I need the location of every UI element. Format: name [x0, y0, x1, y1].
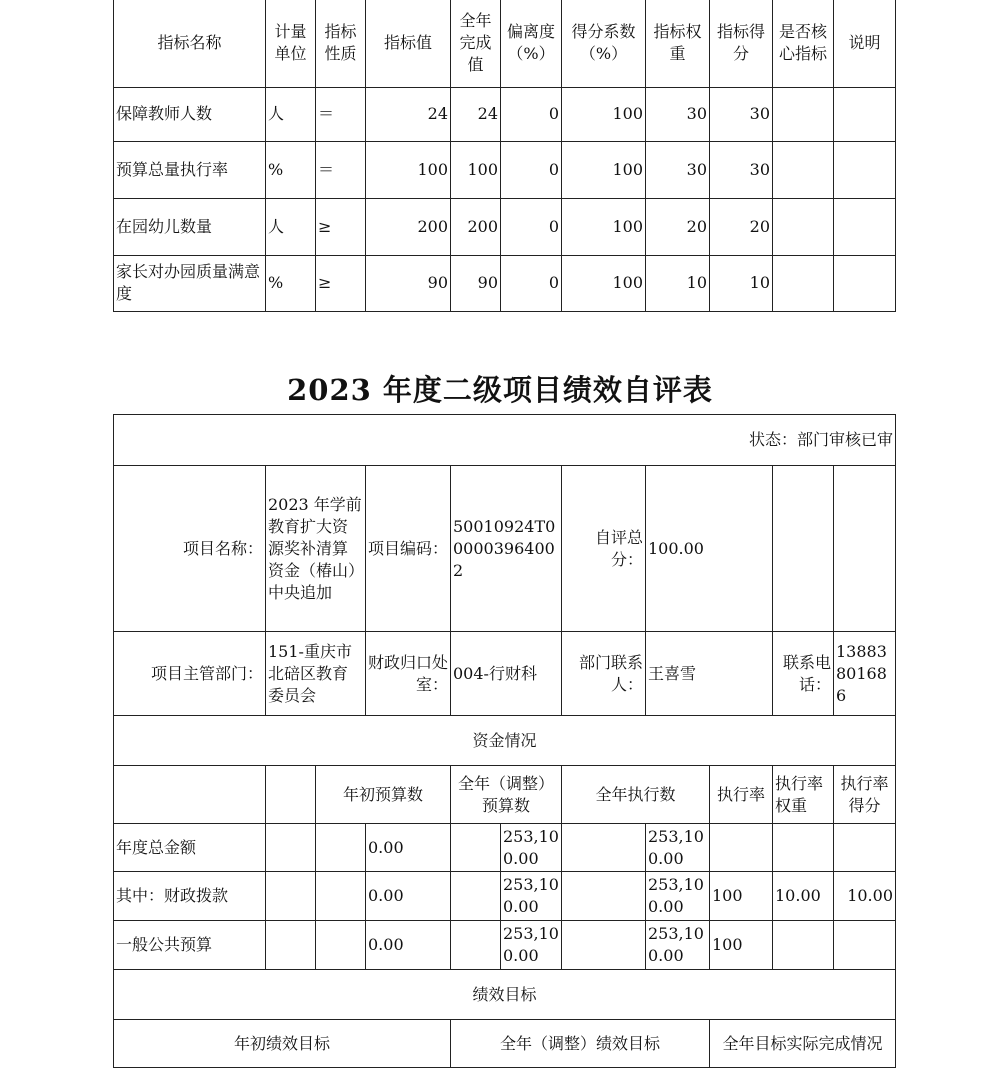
page-title: 2023 年度二级项目绩效自评表 [287, 373, 713, 407]
indicator-nature: ＝ [316, 141, 366, 198]
funds-row-label: 年度总金额 [114, 824, 266, 872]
header-cell: 指标得分 [710, 0, 773, 87]
indicator-dev: 0 [501, 198, 562, 255]
empty-cell [834, 466, 896, 632]
funds-row-label: 其中：财政拨款 [114, 872, 266, 921]
indicator-unit: % [266, 141, 316, 198]
funds-adjusted: 253,100.00 [501, 872, 562, 921]
indicator-done: 100 [451, 141, 501, 198]
goals-header-actual: 全年目标实际完成情况 [710, 1020, 896, 1068]
funds-adjusted: 253,100.00 [501, 824, 562, 872]
table-row [114, 824, 896, 872]
funds-rate: 100 [710, 921, 773, 970]
empty-cell [266, 824, 316, 872]
indicator-done: 24 [451, 87, 501, 141]
indicator-nature: ≥ [316, 198, 366, 255]
header-cell: 说明 [834, 0, 896, 87]
funds-weight [773, 921, 834, 970]
header-cell: 计量单位 [266, 0, 316, 87]
phone-label: 联系电话： [773, 632, 834, 716]
indicator-dev: 0 [501, 141, 562, 198]
indicator-note [834, 87, 896, 141]
header-cell: 得分系数（%） [562, 0, 646, 87]
indicator-score: 30 [710, 87, 773, 141]
indicator-weight: 10 [646, 255, 710, 311]
indicator-value: 100 [366, 141, 451, 198]
indicator-coef: 100 [562, 141, 646, 198]
funds-row-label: 一般公共预算 [114, 921, 266, 970]
funds-score [834, 824, 896, 872]
project-code-label: 项目编码： [366, 466, 451, 632]
goals-section-title: 绩效目标 [114, 970, 896, 1020]
indicator-done: 200 [451, 198, 501, 255]
funds-executed: 253,100.00 [646, 824, 710, 872]
indicator-name: 保障教师人数 [114, 87, 266, 141]
funds-header-rate-score: 执行率得分 [834, 766, 896, 824]
empty-cell [562, 872, 646, 921]
funds-header-adjusted: 全年（调整）预算数 [451, 766, 562, 824]
empty-cell [451, 824, 501, 872]
indicator-note [834, 255, 896, 311]
indicator-value: 24 [366, 87, 451, 141]
empty-cell [773, 466, 834, 632]
indicator-dev: 0 [501, 255, 562, 311]
funds-weight [773, 824, 834, 872]
indicator-core [773, 87, 834, 141]
indicator-done: 90 [451, 255, 501, 311]
table-row [114, 87, 896, 141]
indicator-unit: % [266, 255, 316, 311]
indicator-note [834, 198, 896, 255]
table-row [114, 141, 896, 198]
indicator-name: 在园幼儿数量 [114, 198, 266, 255]
funds-weight: 10.00 [773, 872, 834, 921]
finance-label: 财政归口处室： [366, 632, 451, 716]
indicator-name: 家长对办园质量满意度 [114, 255, 266, 311]
funds-header-initial: 年初预算数 [316, 766, 451, 824]
indicator-unit: 人 [266, 87, 316, 141]
empty-cell [266, 921, 316, 970]
header-cell: 指标权重 [646, 0, 710, 87]
indicator-note [834, 141, 896, 198]
empty-cell [562, 824, 646, 872]
empty-cell [451, 921, 501, 970]
funds-executed: 253,100.00 [646, 921, 710, 970]
goals-header-initial: 年初绩效目标 [114, 1020, 451, 1068]
header-cell: 指标值 [366, 0, 451, 87]
indicator-nature: ≥ [316, 255, 366, 311]
funds-header-rate: 执行率 [710, 766, 773, 824]
indicator-value: 90 [366, 255, 451, 311]
finance-value: 004-行财科 [451, 632, 562, 716]
phone-value: 13883801686 [834, 632, 896, 716]
table-row [114, 872, 896, 921]
empty-cell [266, 766, 316, 824]
indicator-score: 10 [710, 255, 773, 311]
indicator-unit: 人 [266, 198, 316, 255]
status-badge: 状态：部门审核已审 [114, 415, 896, 466]
funds-header-executed: 全年执行数 [562, 766, 710, 824]
indicator-coef: 100 [562, 255, 646, 311]
dept-value: 151-重庆市北碚区教育委员会 [266, 632, 366, 716]
header-cell: 全年完成值 [451, 0, 501, 87]
empty-cell [114, 766, 266, 824]
project-name-value: 2023 年学前教育扩大资源奖补清算资金（椿山）中央追加 [266, 466, 366, 632]
indicator-table [113, 0, 896, 312]
table-row [114, 255, 896, 311]
indicator-core [773, 255, 834, 311]
indicator-weight: 20 [646, 198, 710, 255]
project-code-value: 50010924T000003964002 [451, 466, 562, 632]
indicator-score: 30 [710, 141, 773, 198]
funds-initial: 0.00 [366, 872, 451, 921]
funds-section-title: 资金情况 [114, 716, 896, 766]
funds-initial: 0.00 [366, 824, 451, 872]
table-row [114, 921, 896, 970]
indicator-dev: 0 [501, 87, 562, 141]
empty-cell [316, 872, 366, 921]
indicator-core [773, 198, 834, 255]
contact-value: 王喜雪 [646, 632, 773, 716]
indicator-header-row [114, 0, 896, 87]
indicator-name: 预算总量执行率 [114, 141, 266, 198]
self-score-label: 自评总分： [562, 466, 646, 632]
indicator-coef: 100 [562, 198, 646, 255]
header-cell: 指标性质 [316, 0, 366, 87]
indicator-weight: 30 [646, 87, 710, 141]
project-name-label: 项目名称： [114, 466, 266, 632]
funds-executed: 253,100.00 [646, 872, 710, 921]
funds-header-rate-weight: 执行率权重 [773, 766, 834, 824]
funds-adjusted: 253,100.00 [501, 921, 562, 970]
header-cell: 是否核心指标 [773, 0, 834, 87]
empty-cell [316, 921, 366, 970]
dept-label: 项目主管部门： [114, 632, 266, 716]
funds-score: 10.00 [834, 872, 896, 921]
indicator-score: 20 [710, 198, 773, 255]
funds-initial: 0.00 [366, 921, 451, 970]
table-row [114, 198, 896, 255]
indicator-weight: 30 [646, 141, 710, 198]
indicator-coef: 100 [562, 87, 646, 141]
funds-rate [710, 824, 773, 872]
project-form-table [113, 414, 896, 1068]
header-cell: 偏离度（%） [501, 0, 562, 87]
empty-cell [316, 824, 366, 872]
header-cell: 指标名称 [114, 0, 266, 87]
funds-rate: 100 [710, 872, 773, 921]
contact-label: 部门联系人： [562, 632, 646, 716]
empty-cell [451, 872, 501, 921]
self-score-value: 100.00 [646, 466, 773, 632]
funds-score [834, 921, 896, 970]
indicator-core [773, 141, 834, 198]
goals-header-adjusted: 全年（调整）绩效目标 [451, 1020, 710, 1068]
indicator-nature: ＝ [316, 87, 366, 141]
empty-cell [266, 872, 316, 921]
indicator-value: 200 [366, 198, 451, 255]
empty-cell [562, 921, 646, 970]
